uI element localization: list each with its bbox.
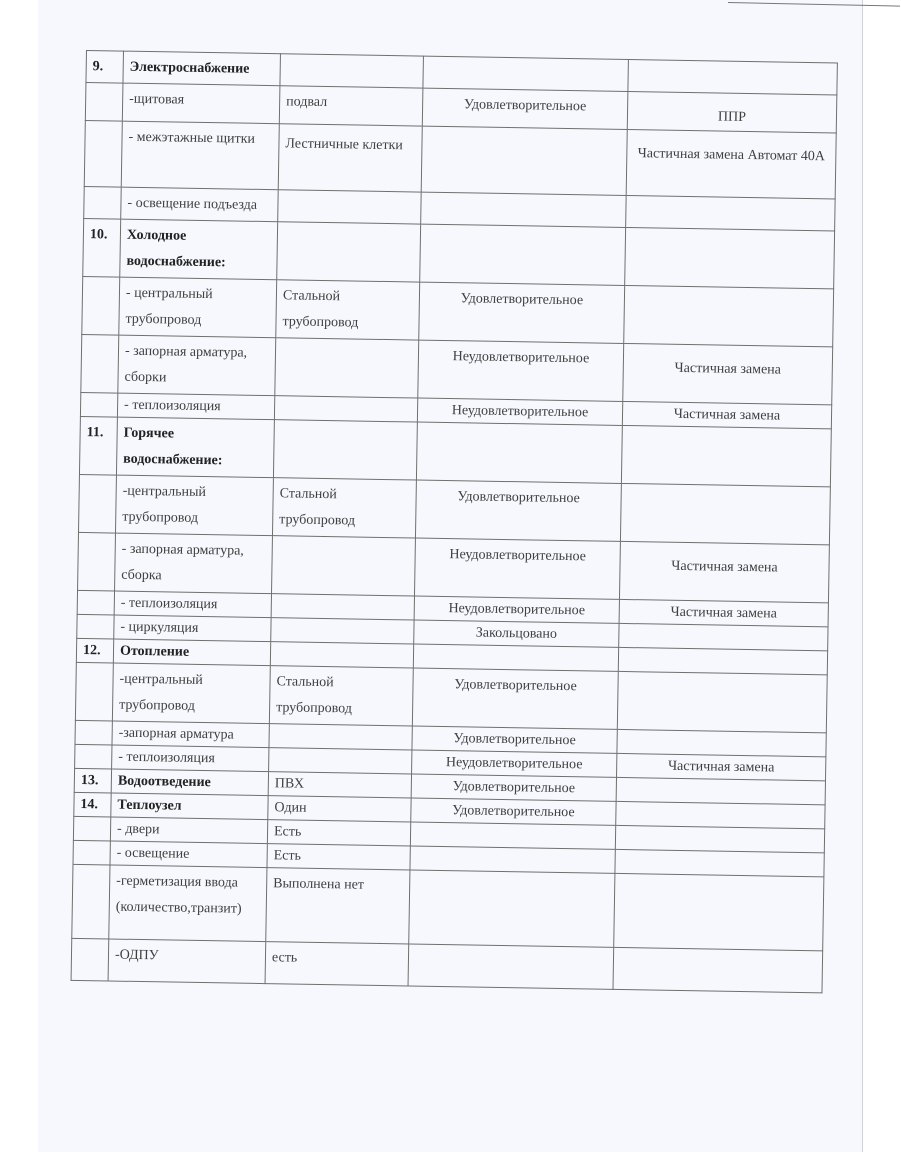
item-name: - запорная арматура, сборка bbox=[115, 533, 273, 594]
inspection-table-wrapper bbox=[71, 50, 838, 993]
action-cell bbox=[628, 59, 838, 94]
item-material bbox=[274, 396, 417, 422]
section-title: Водоотведение bbox=[111, 769, 268, 796]
item-state: Удовлетворительное bbox=[422, 88, 628, 129]
item-state: Неудовлетворительное bbox=[414, 538, 620, 599]
material-cell bbox=[280, 54, 424, 88]
item-action: Частичная замена bbox=[623, 343, 833, 404]
section-title: Холодное водоснабжение: bbox=[120, 219, 278, 280]
item-name: - теплоизоляция bbox=[112, 745, 269, 772]
item-material: Стальной трубопровод bbox=[269, 666, 413, 726]
item-name: - теплоизоляция bbox=[117, 393, 274, 420]
item-material: Есть bbox=[267, 820, 410, 846]
item-state: Удовлетворительное bbox=[412, 726, 617, 753]
item-material bbox=[272, 536, 416, 596]
item-state: Неудовлетворительное bbox=[417, 398, 622, 425]
item-name: -герметизация ввода (количество,транзит) bbox=[109, 865, 267, 942]
item-name: - центральный трубопровод bbox=[119, 277, 277, 338]
item-name: - двери bbox=[110, 817, 267, 844]
item-material: есть bbox=[265, 942, 409, 986]
item-name: - освещение bbox=[110, 841, 267, 868]
item-name: - межэтажные щитки bbox=[121, 121, 279, 190]
item-name: - теплоизоляция bbox=[114, 591, 271, 618]
item-action bbox=[624, 285, 834, 346]
item-state bbox=[410, 846, 615, 873]
section-title: Горячее водоснабжение: bbox=[116, 417, 274, 478]
item-action: Частичная замена bbox=[617, 753, 826, 780]
item-action: Частичная замена bbox=[619, 599, 828, 626]
item-name: -щитовая bbox=[122, 83, 280, 124]
item-state: Неудовлетворительное bbox=[412, 750, 617, 777]
table-row bbox=[84, 120, 836, 198]
item-material bbox=[271, 594, 414, 620]
item-name: - циркуляция bbox=[114, 615, 271, 642]
item-action bbox=[620, 483, 830, 544]
section-number: 11. bbox=[79, 416, 117, 475]
item-material bbox=[278, 190, 422, 224]
item-material: Выполнена нет bbox=[266, 868, 410, 944]
item-action bbox=[619, 623, 828, 650]
item-action bbox=[615, 825, 824, 852]
item-material: Стальной трубопровод bbox=[276, 280, 420, 340]
item-name: -центральный трубопровод bbox=[115, 475, 273, 536]
item-state bbox=[421, 126, 627, 195]
section-number: 12. bbox=[76, 638, 113, 663]
item-state: Удовлетворительное bbox=[419, 282, 625, 343]
item-action bbox=[626, 195, 836, 230]
section-title: Электроснабжение bbox=[123, 51, 281, 86]
item-material: Стальной трубопровод bbox=[272, 478, 416, 538]
item-state: Неудовлетворительное bbox=[414, 596, 619, 623]
item-action bbox=[614, 873, 824, 950]
item-state bbox=[408, 944, 614, 989]
item-material: Лестничные клетки bbox=[278, 124, 422, 192]
item-action: ППР bbox=[627, 91, 837, 132]
inspection-table bbox=[71, 50, 838, 993]
item-action: Частичная замена bbox=[619, 541, 829, 602]
section-title: Теплоузел bbox=[111, 793, 268, 820]
item-material: Есть bbox=[267, 844, 410, 870]
item-name: - запорная арматура, сборки bbox=[118, 335, 276, 396]
state-cell bbox=[423, 56, 629, 91]
section-number: 10. bbox=[83, 218, 121, 277]
section-number: 13. bbox=[74, 768, 111, 793]
item-state: Удовлетворительное bbox=[411, 774, 616, 801]
item-state bbox=[421, 192, 627, 227]
item-action bbox=[617, 671, 827, 732]
item-state: Удовлетворительное bbox=[412, 668, 618, 729]
section-title: Отопление bbox=[113, 639, 270, 666]
page-top-rule bbox=[728, 2, 900, 7]
section-number: 9. bbox=[86, 51, 124, 84]
item-state: Удовлетворительное bbox=[415, 480, 621, 541]
item-material bbox=[275, 338, 419, 398]
section-number: 14. bbox=[74, 792, 111, 817]
item-state: Закольцовано bbox=[414, 620, 619, 647]
item-material bbox=[269, 748, 412, 774]
item-material: Один bbox=[268, 796, 411, 822]
item-material: подвал bbox=[279, 86, 423, 126]
item-action bbox=[617, 729, 826, 756]
item-name: - освещение подъезда bbox=[121, 187, 279, 222]
item-material bbox=[269, 724, 412, 750]
item-state bbox=[409, 870, 615, 947]
item-action: Частичная замена Автомат 40А bbox=[626, 129, 836, 198]
item-action: Частичная замена bbox=[622, 401, 831, 428]
item-action bbox=[615, 849, 824, 876]
table-row bbox=[72, 864, 824, 950]
item-name: -запорная арматура bbox=[112, 721, 269, 748]
item-material bbox=[271, 618, 414, 644]
item-name: -центральный трубопровод bbox=[112, 663, 270, 724]
item-name: -ОДПУ bbox=[108, 939, 266, 984]
item-state bbox=[410, 822, 615, 849]
item-material: ПВХ bbox=[268, 772, 411, 798]
item-state: Удовлетворительное bbox=[411, 798, 616, 825]
item-action bbox=[613, 947, 823, 992]
item-state: Неудовлетворительное bbox=[418, 340, 624, 401]
